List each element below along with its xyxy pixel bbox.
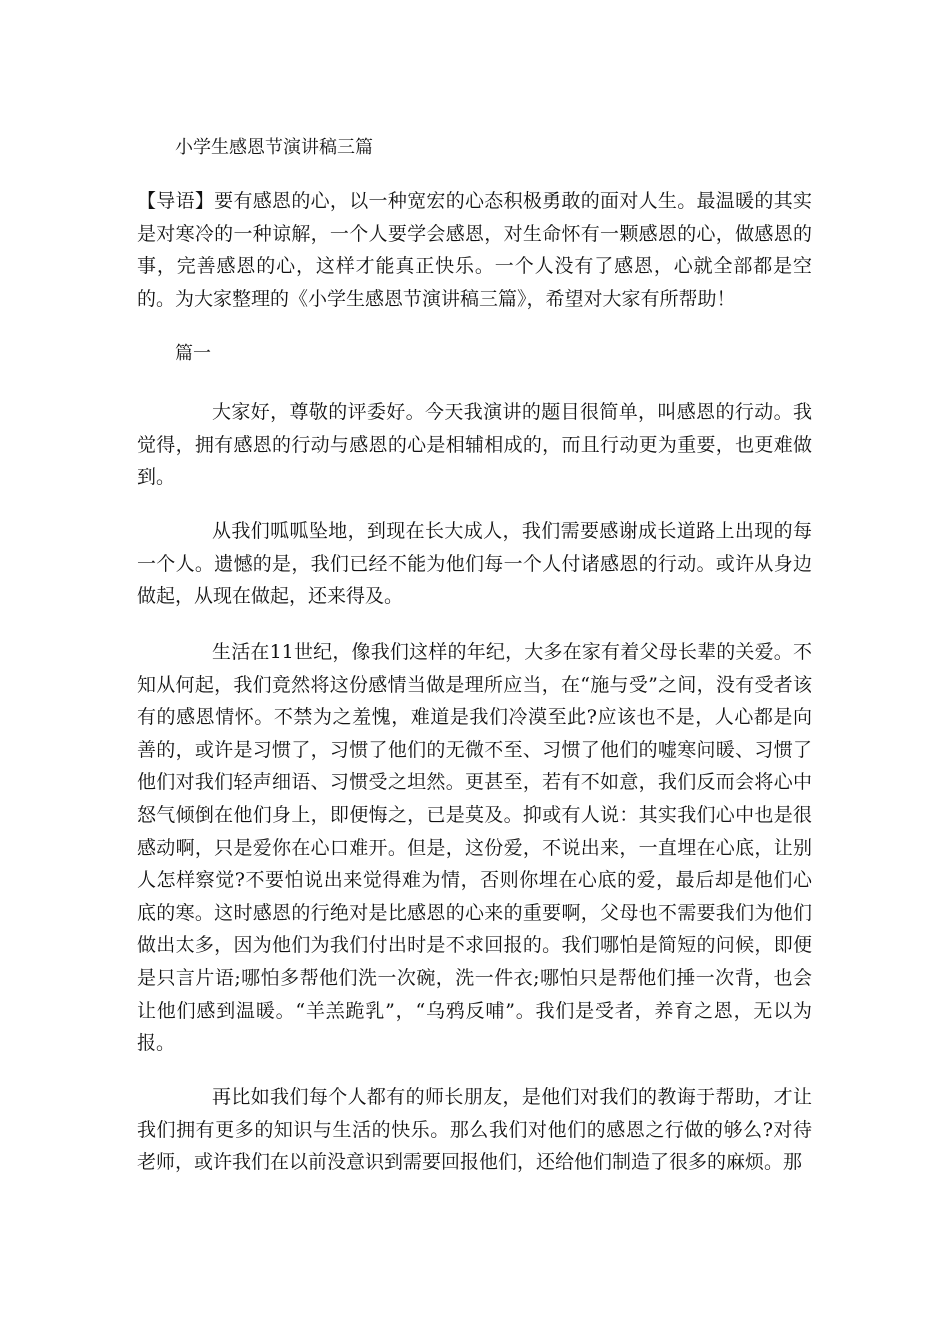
body-paragraph-3: 生活在11世纪，像我们这样的年纪，大多在家有着父母长辈的关爱。不知从何起，我们竟然将这份感情当做是理所应当，在“施与受”之间，没有受者该有的感恩情怀。不禁为之羞愧，难道是我们冷漠至此?应该也不是，人心都是向善的，或许是习惯了，习惯了他们的无微不至、习惯了他们的嘘寒问暖、习惯了他们对我们轻声细语、习惯受之坦然。更甚至，若有不如意，我们反而会将心中怒气倾倒在他们身上，即便悔之，已是莫及。抑或有人说：其实我们心中也是很感动啊，只是爱你在心口难开。但是，这份爱，不说出来，一直埋在心底，让别人怎样察觉?不要怕说出来觉得难为情，否则你埋在心底的爱，最后却是他们心底的寒。这时感恩的行绝对是比感恩的心来的重要啊，父母也不需要我们为他们做出太多，因为他们为我们付出时是不求回报的。我们哪怕是简短的问候，即便是只言片语;哪怕多帮他们洗一次碗，洗一件衣;哪怕只是帮他们捶一次背，也会让他们感到温暖。“羊羔跪乳”，“乌鸦反哺”。我们是受者，养育之恩，无以为报。	[137, 641, 812, 1055]
body-paragraph-2: 从我们呱呱坠地，到现在长大成人，我们需要感谢成长道路上出现的每一个人。遗憾的是，我们已经不能为他们每一个人付诸感恩的行动。或许从身边做起，从现在做起，还来得及。	[137, 520, 812, 608]
body-paragraph-1: 大家好，尊敬的评委好。今天我演讲的题目很简单，叫感恩的行动。我觉得，拥有感恩的行动与感恩的心是相辅相成的，而且行动更为重要，也更难做到。	[137, 401, 812, 489]
intro-paragraph: 【导语】要有感恩的心，以一种宽宏的心态积极勇敢的面对人生。最温暖的其实是对寒冷的一种谅解，一个人要学会感恩，对生命怀有一颗感恩的心，做感恩的事，完善感恩的心，这样才能真正快乐。一个人没有了感恩，心就全部都是空的。为大家整理的《小学生感恩节演讲稿三篇》，希望对大家有所帮助！	[137, 190, 812, 310]
body-paragraph-4: 再比如我们每个人都有的师长朋友，是他们对我们的教诲于帮助，才让我们拥有更多的知识与生活的快乐。那么我们对他们的感恩之行做的够么?对待老师，或许我们在以前没意识到需要回报他们，还给他们制造了很多的麻烦。那	[137, 1086, 812, 1174]
section-heading: 篇一	[175, 343, 211, 364]
document-title: 小学生感恩节演讲稿三篇	[175, 137, 373, 158]
